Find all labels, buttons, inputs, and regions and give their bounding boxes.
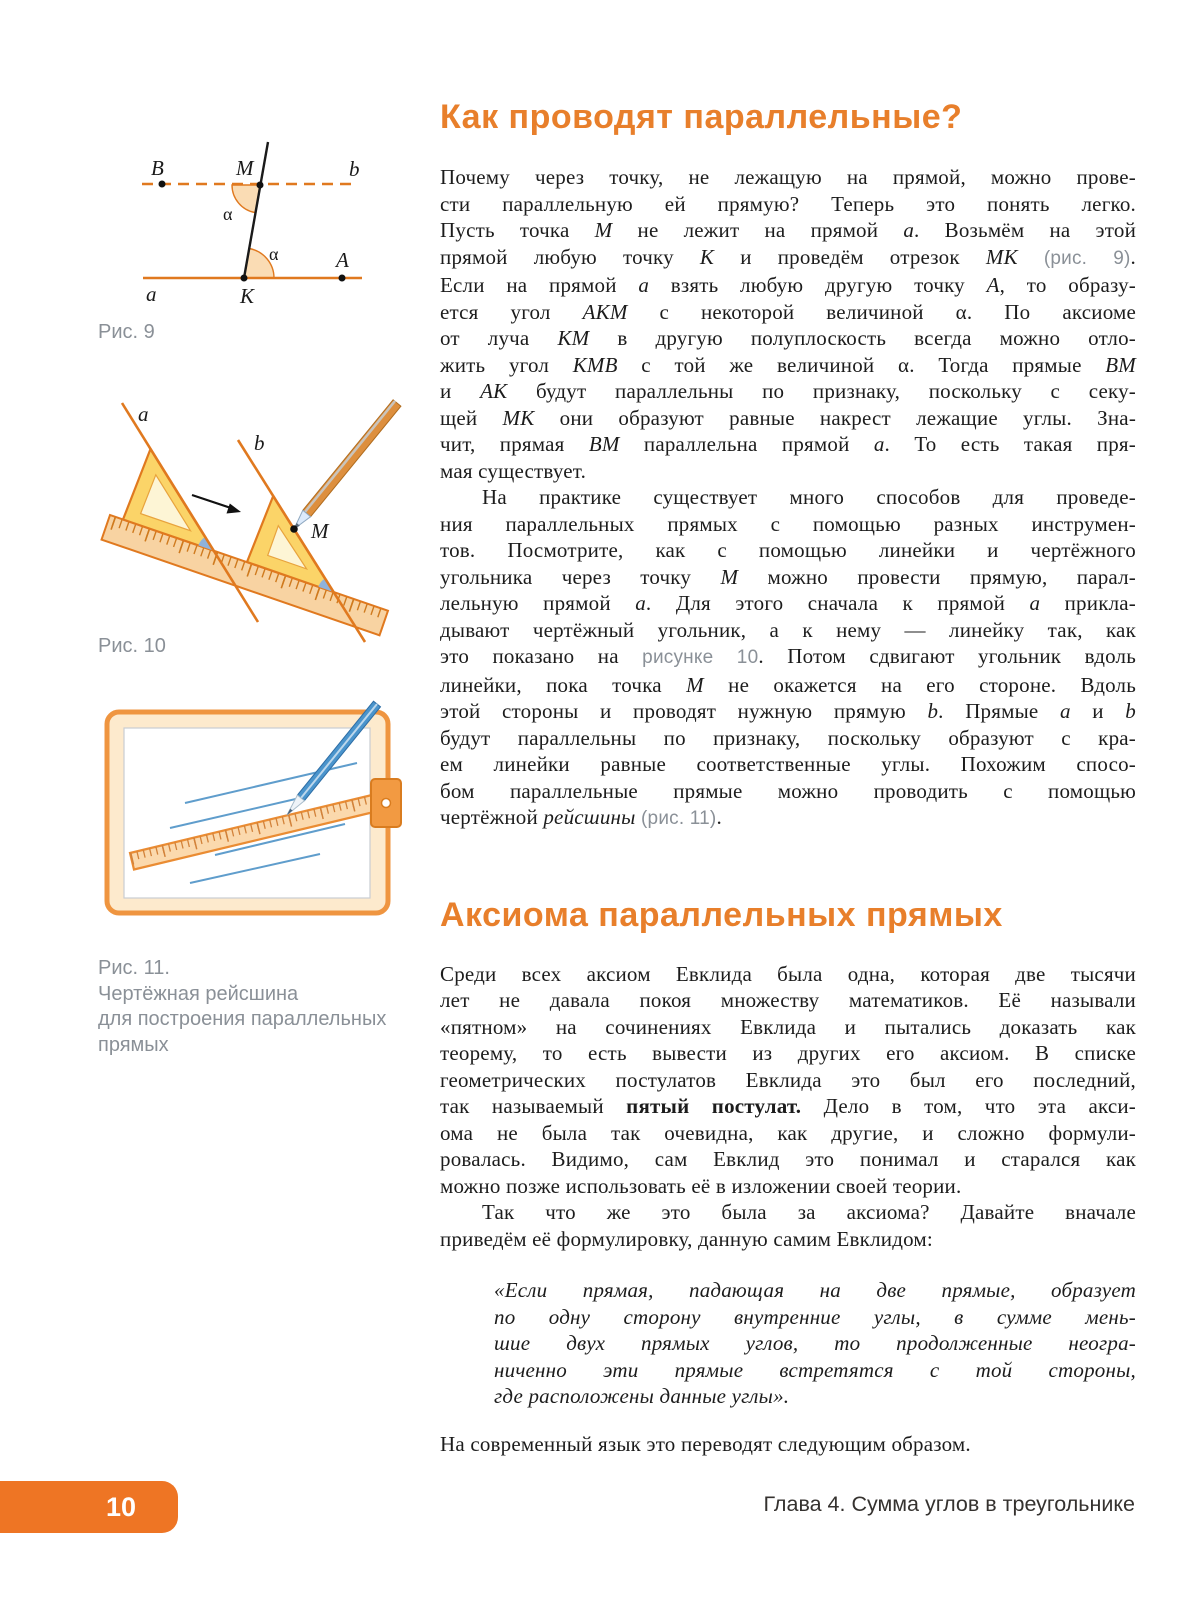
label-M: M — [311, 519, 329, 543]
text-run: теорему, то есть вывести из других его аксиом. В списке — [440, 1041, 1136, 1065]
figure-11-caption-line: Рис. 11. — [98, 957, 170, 979]
point-B — [159, 181, 166, 188]
text-line — [440, 1120, 1136, 1147]
text-line — [440, 778, 1136, 805]
figure-11-caption-line: Чертёжная рейсшина — [98, 982, 299, 1005]
text-run: Пусть точка — [440, 218, 595, 242]
slide-arrow-shaft — [192, 495, 231, 508]
ruler-body — [102, 515, 388, 635]
paragraph-5 — [440, 1431, 1136, 1458]
figure-10-caption: Рис. 10 — [98, 635, 166, 657]
text-line — [440, 1146, 1136, 1173]
text-run — [1018, 245, 1044, 269]
text-line — [440, 961, 1136, 988]
math-var: a — [638, 273, 650, 297]
text-line — [440, 564, 1136, 591]
text-run: и — [1070, 699, 1126, 723]
math-var: b — [1125, 699, 1136, 723]
text-run: не окажется на его стороне. Вдоль — [703, 672, 1136, 697]
figure-11-drawing — [95, 700, 415, 925]
text-run: чит, прямая — [440, 432, 589, 456]
text-run: бом параллельные прямые можно проводить с помощью — [440, 778, 1136, 803]
text-run: в другую полуплоскость всегда можно отло- — [589, 326, 1136, 350]
figure-11 — [95, 700, 415, 925]
text-run: . Прямые — [938, 699, 1061, 723]
text-line — [440, 1040, 1136, 1067]
label-a: a — [146, 282, 157, 306]
figure-10-drawing — [90, 388, 420, 653]
section-heading-axiom: Аксиома параллельных прямых — [440, 895, 1003, 934]
text-run: параллельна прямой — [619, 432, 874, 456]
text-line — [440, 217, 1136, 244]
text-line — [440, 405, 1136, 432]
text-line — [440, 1431, 1136, 1458]
section-heading-parallels: Как проводят параллельные? — [440, 98, 963, 136]
text-line — [440, 378, 1136, 405]
text-run: ния параллельных прямых с помощью разных инструмен- — [440, 511, 1136, 536]
text-run: Почему через точку, не лежащую на прямой, можно прове- — [440, 165, 1136, 189]
label-A: A — [336, 248, 349, 272]
text-run: можно провести прямую, парал- — [738, 564, 1136, 589]
text-column — [440, 97, 1136, 1457]
text-line — [440, 1067, 1136, 1094]
text-run: так называемый — [440, 1094, 627, 1118]
text-run: . — [716, 805, 722, 829]
text-run: и проведём отрезок — [714, 244, 986, 269]
text-line — [440, 643, 1136, 672]
math-var: M — [720, 564, 739, 589]
text-run: . То есть такая пря- — [884, 432, 1136, 456]
text-line — [494, 1277, 1136, 1304]
math-var: a — [1029, 591, 1041, 615]
text-run: На современный язык это переводят следующим образом. — [440, 1431, 971, 1456]
text-line — [440, 725, 1136, 752]
text-line — [440, 1173, 1136, 1200]
math-var: MK — [985, 244, 1018, 269]
math-var: KM — [557, 326, 590, 350]
text-line — [440, 804, 1136, 833]
euclid-quote — [440, 1277, 1136, 1410]
label-a: a — [138, 402, 149, 426]
text-run: Дело в том, что эта акси- — [801, 1094, 1136, 1118]
point-A — [339, 275, 346, 282]
math-var: A — [986, 273, 1000, 297]
math-var: KMB — [572, 352, 618, 377]
chapter-footer: Глава 4. Сумма углов в треугольнике — [763, 1492, 1135, 1516]
text-run: они образуют равные накрест лежащие углы. Зна- — [534, 405, 1137, 430]
text-run: мая существует. — [440, 458, 587, 483]
text-line — [494, 1357, 1136, 1384]
figure-11-caption — [98, 956, 386, 1058]
figure-reference: (рис. 11) — [641, 808, 717, 829]
text-run: по одну сторону внутренние углы, в сумме мень- — [494, 1304, 1136, 1329]
math-var: AK — [480, 379, 508, 403]
figure-9 — [95, 128, 425, 318]
point-M — [290, 525, 298, 533]
text-run: лет не давала покоя множеству математиков. Её называли — [440, 988, 1136, 1012]
text-line — [440, 617, 1136, 644]
text-run: тов. Посмотрите, как с помощью линейки и чертёжного — [440, 538, 1136, 562]
text-run: от луча — [440, 326, 558, 350]
text-run: будут параллельны по признаку, поскольку с секу- — [507, 379, 1136, 403]
text-run: с той же величиной α. Тогда прямые — [617, 352, 1106, 377]
math-var: b — [927, 699, 939, 723]
text-line — [440, 698, 1136, 725]
text-run: ровалась. Видимо, сам Евклид это понимал и старался как — [440, 1147, 1136, 1171]
text-run: этой стороны и проводят нужную прямую — [440, 699, 928, 723]
text-run: шие двух прямых углов, то продолженные неогра- — [494, 1331, 1136, 1355]
text-run: ниченно эти прямые встретятся с той стороны, — [494, 1357, 1136, 1382]
text-run: можно позже использовать её в изложении своей теории. — [440, 1173, 962, 1198]
text-run: . Для этого сначала к прямой — [645, 591, 1030, 615]
text-line — [440, 299, 1136, 326]
text-run: щей — [440, 405, 503, 430]
text-run: дывают чертёжный угольник, а к нему — линейку так, как — [440, 617, 1136, 642]
text-line — [440, 511, 1136, 538]
text-line — [440, 537, 1136, 564]
text-run: Так что же это была за аксиома? Давайте вначале — [482, 1200, 1136, 1224]
bold-term: пятый постулат. — [626, 1094, 802, 1118]
math-var: BM — [588, 432, 620, 456]
point-K — [241, 275, 248, 282]
text-run: чертёжной — [440, 805, 544, 829]
text-run: линейки, пока точка — [440, 672, 687, 697]
label-B: B — [151, 156, 164, 180]
figure-reference: (рис. 9) — [1043, 247, 1131, 269]
label-M: M — [236, 156, 254, 180]
text-run: взять любую другую точку — [649, 273, 987, 297]
text-line — [440, 458, 1136, 485]
pencil-highlight — [305, 401, 396, 513]
label-alpha-top: α — [223, 204, 233, 224]
text-run: геометрических постулатов Евклида это был его последний, — [440, 1067, 1136, 1092]
text-run: прямой любую точку — [440, 244, 700, 269]
text-line — [494, 1383, 1136, 1410]
text-run: жить угол — [440, 352, 573, 377]
text-line — [440, 352, 1136, 379]
page-number: 10 — [105, 1492, 136, 1522]
text-run: «пятном» на сочинениях Евклида и пытались доказать как — [440, 1014, 1136, 1039]
figure-9-caption: Рис. 9 — [98, 321, 155, 343]
text-run: , то образу- — [999, 273, 1136, 297]
text-run: будут параллельны по признаку, поскольку образуют с кра- — [440, 725, 1136, 750]
math-var: MK — [502, 405, 535, 430]
paragraph-3 — [440, 961, 1136, 1200]
figure-10 — [90, 388, 420, 653]
text-line — [440, 191, 1136, 218]
label-K: K — [240, 284, 255, 308]
figure-11-caption-line: для построения параллельных — [98, 1008, 387, 1030]
math-var: BM — [1105, 352, 1136, 377]
math-var: AKM — [582, 299, 628, 324]
paragraph-2 — [440, 484, 1136, 833]
text-run: и — [440, 379, 481, 403]
text-run: На практике существует много способов для проведе- — [482, 485, 1136, 509]
page-number-badge — [0, 1481, 178, 1533]
text-run: приведём её формулировку, данную самим Евклидом: — [440, 1226, 933, 1251]
text-run: Среди всех аксиом Евклида была одна, которая две тысячи — [440, 961, 1136, 986]
figure-reference: рисунке 10 — [642, 647, 759, 668]
text-line — [494, 1304, 1136, 1331]
text-run: . — [1130, 244, 1136, 269]
text-line — [440, 1093, 1136, 1120]
math-var: a — [635, 591, 646, 615]
pencil-body — [303, 400, 401, 517]
paragraph-4 — [440, 1199, 1136, 1252]
italic-term: рейсшины — [543, 805, 636, 829]
label-b: b — [254, 431, 265, 455]
text-run: . Потом сдвигают угольник вдоль — [758, 644, 1136, 668]
text-run: прикла- — [1040, 591, 1136, 615]
text-run: «Если прямая, падающая на две прямые, образует — [494, 1278, 1136, 1302]
text-run: лельную прямой — [440, 591, 636, 615]
slider-screw — [382, 799, 391, 808]
text-run: это показано на — [440, 644, 643, 668]
text-line — [440, 272, 1136, 299]
math-var: a — [873, 432, 885, 456]
text-run: . Возьмём на этой — [914, 218, 1137, 242]
text-run: ома не была так очевидна, как другие, и сложно формули- — [440, 1120, 1136, 1145]
math-var: a — [903, 218, 915, 242]
text-run: ется угол — [440, 299, 583, 324]
text-line — [440, 431, 1136, 458]
ruler — [102, 515, 388, 635]
figure-11-caption-line: прямых — [98, 1033, 169, 1056]
point-M — [257, 182, 264, 189]
figure-9-drawing — [95, 128, 425, 318]
text-run: ем линейки равные соответственные углы. Похожим спосо- — [440, 752, 1136, 776]
text-line — [440, 325, 1136, 352]
label-b: b — [349, 157, 360, 181]
text-line — [440, 987, 1136, 1014]
text-line — [494, 1330, 1136, 1357]
paragraph-1 — [440, 164, 1136, 484]
text-run: не лежит на прямой — [612, 218, 904, 242]
text-run: угольника через точку — [440, 564, 721, 589]
text-run: с некоторой величиной α. По аксиоме — [627, 299, 1137, 324]
math-var: M — [594, 218, 613, 242]
text-run: сти параллельную ей прямую? Теперь это понять легко. — [440, 191, 1136, 216]
text-line — [440, 484, 1136, 511]
text-line — [440, 672, 1136, 699]
text-line — [440, 1199, 1136, 1226]
text-line — [440, 751, 1136, 778]
label-alpha-bottom: α — [269, 244, 279, 264]
text-run: где расположены данные углы». — [494, 1384, 790, 1408]
math-var: M — [686, 672, 704, 697]
text-run: Если на прямой — [440, 273, 639, 297]
math-var: K — [699, 244, 715, 269]
slide-arrow-head — [227, 504, 242, 514]
text-line — [440, 1226, 1136, 1253]
math-var: a — [1060, 699, 1071, 723]
text-line — [440, 1014, 1136, 1041]
text-line — [440, 590, 1136, 617]
text-line — [440, 244, 1136, 273]
text-line — [440, 164, 1136, 191]
